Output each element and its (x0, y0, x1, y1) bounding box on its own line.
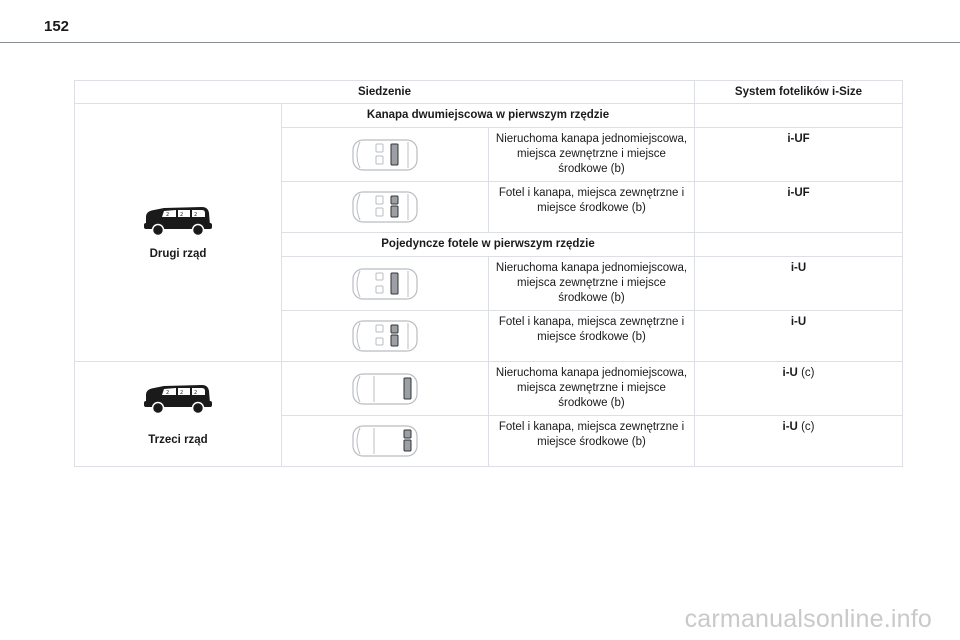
table-header-row (75, 81, 903, 104)
seat-layout-row2-single-icon (282, 311, 489, 362)
watermark: carmanualsonline.info (684, 605, 932, 633)
system-note: (c) (801, 367, 815, 379)
header-rule (0, 42, 960, 43)
description: Fotel i kanapa, miejsca zewnętrzne i miejsce środkowe (b) (489, 311, 695, 362)
system-value (695, 416, 903, 467)
minivan-icon (142, 203, 214, 237)
system-code: i-U (790, 316, 807, 328)
svg-text:2: 2 (166, 212, 170, 218)
row-label-third: Trzeci rząd (148, 433, 208, 446)
system-code: i-U (782, 367, 798, 379)
system-code: i-UF (787, 187, 810, 199)
section-title-bench: Kanapa dwumiejscowa w pierwszym rzędzie (282, 104, 695, 128)
svg-text:2: 2 (194, 389, 198, 396)
empty-cell (695, 233, 903, 257)
table-row (75, 362, 903, 416)
row-label-cell-second (75, 104, 282, 362)
system-note: (c) (801, 421, 815, 433)
page-number: 152 (44, 18, 70, 35)
system-code: i-U (790, 262, 807, 274)
system-value (695, 311, 903, 362)
seat-layout-row3-icon (282, 416, 489, 467)
seat-layout-row2-bench-icon (282, 182, 489, 233)
description: Fotel i kanapa, miejsca zewnętrzne i miejsce środkowe (b) (489, 416, 695, 467)
svg-text:2: 2 (180, 389, 184, 396)
seat-layout-row2-single-icon (282, 257, 489, 311)
svg-text:2: 2 (166, 389, 170, 396)
system-value (695, 362, 903, 416)
section-title-single: Pojedyncze fotele w pierwszym rzędzie (282, 233, 695, 257)
svg-text:2: 2 (180, 212, 184, 218)
system-value (695, 257, 903, 311)
table-row (75, 104, 903, 128)
header-system: System fotelików i-Size (695, 81, 903, 104)
description: Fotel i kanapa, miejsca zewnętrzne i miejsce środkowe (b) (489, 182, 695, 233)
header-seat: Siedzenie (75, 81, 695, 104)
description: Nieruchoma kanapa jednomiejscowa, miejsca zewnętrzne i miejsce środkowe (b) (489, 128, 695, 182)
system-value (695, 128, 903, 182)
system-value (695, 182, 903, 233)
seat-layout-row2-bench-icon (282, 128, 489, 182)
description: Nieruchoma kanapa jednomiejscowa, miejsca zewnętrzne i miejsce środkowe (b) (489, 362, 695, 416)
description: Nieruchoma kanapa jednomiejscowa, miejsca zewnętrzne i miejsce środkowe (b) (489, 257, 695, 311)
system-code: i-UF (787, 133, 810, 145)
empty-cell (695, 104, 903, 128)
minivan-icon (142, 381, 214, 415)
child-seat-table (74, 80, 903, 467)
system-code: i-U (782, 421, 798, 433)
seat-layout-row3-icon (282, 362, 489, 416)
row-label-second: Drugi rząd (149, 248, 207, 260)
row-label-cell-third (75, 362, 282, 467)
svg-text:2: 2 (194, 212, 198, 218)
